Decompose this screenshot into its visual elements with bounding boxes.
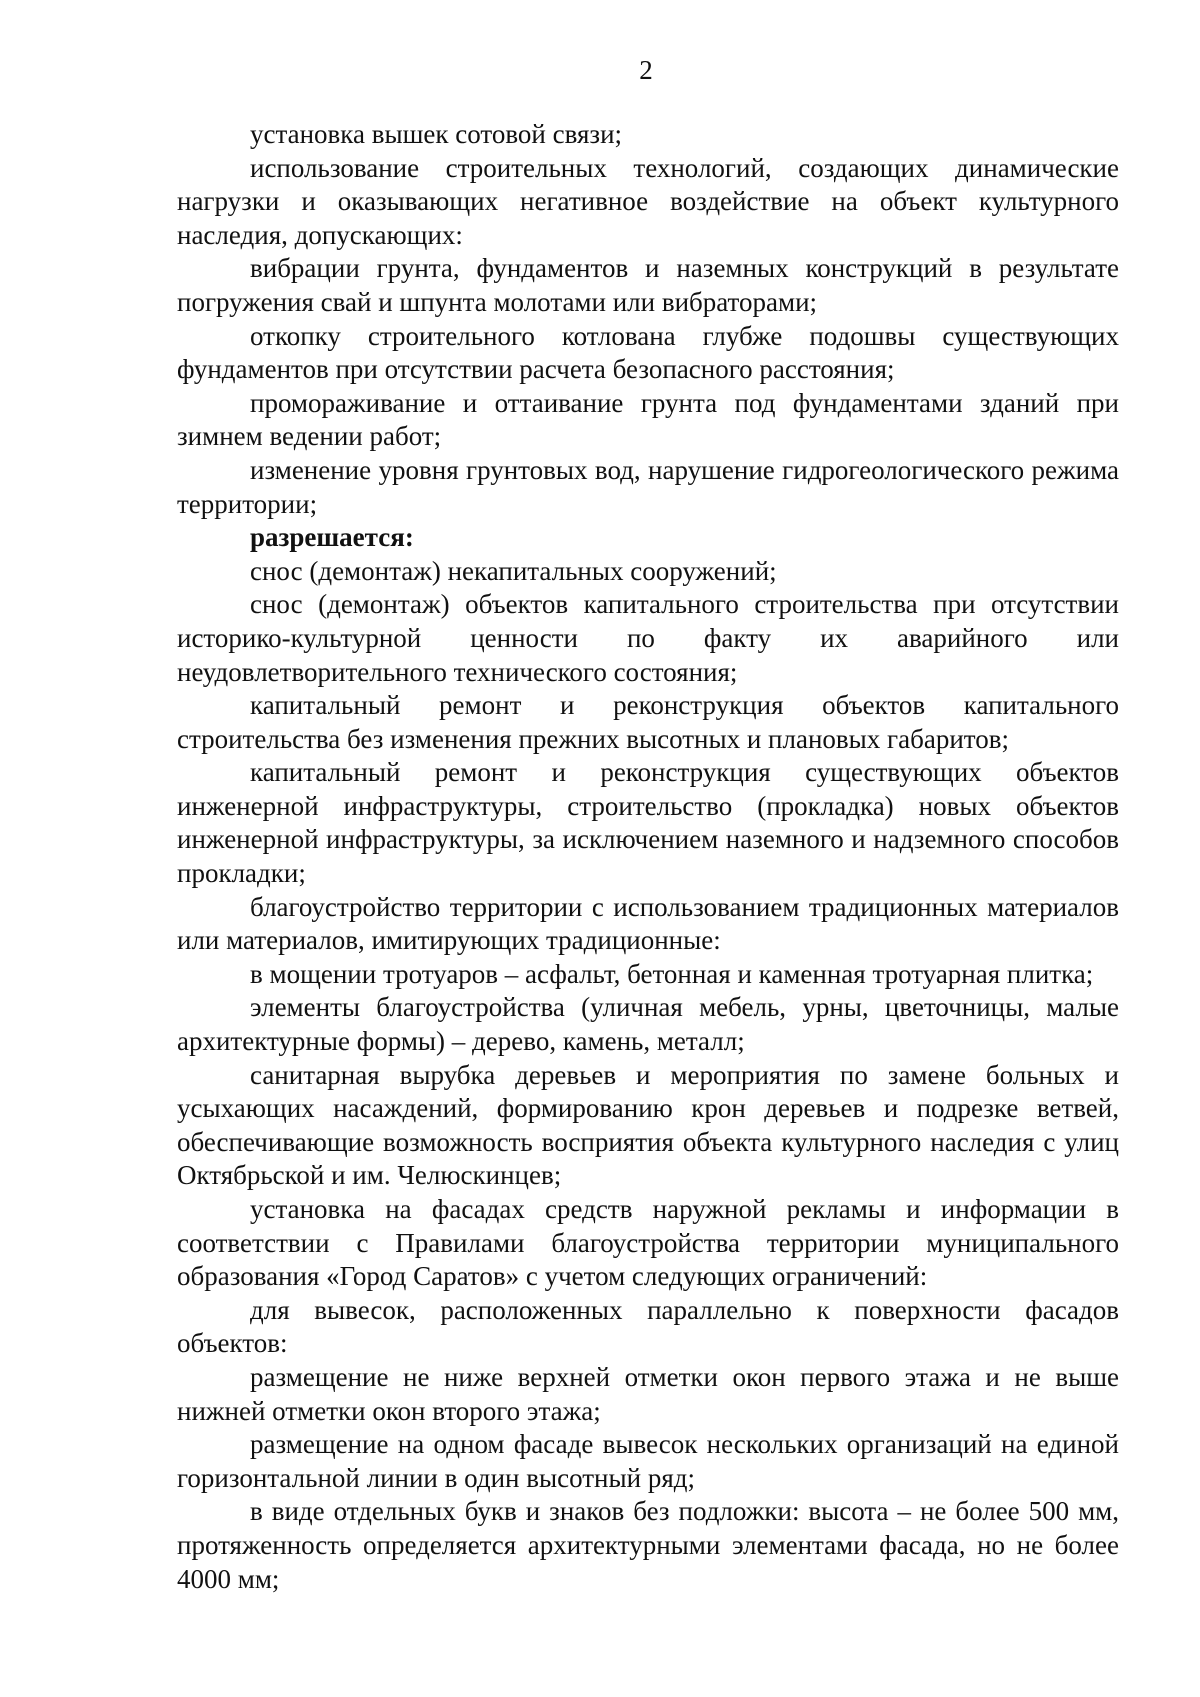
paragraph: снос (демонтаж) некапитальных сооружений; xyxy=(250,555,777,586)
paragraph: в виде отдельных букв и знаков без подложки: высота – не более 500 мм, протяженность определяется архитектурными элементами фасада, но не более 4000 мм; xyxy=(177,1496,1119,1594)
paragraph: в мощении тротуаров – асфальт, бетонная и каменная тротуарная плитка; xyxy=(250,958,1094,989)
paragraph: капитальный ремонт и реконструкция существующих объектов инженерной инфраструктуры, строительство (прокладка) новых объектов инженерной инфраструктуры, за исключением наземного и надземного способов прокладки; xyxy=(177,757,1119,889)
paragraph: снос (демонтаж) объектов капитального строительства при отсутствии историко-культурной ценности по факту их аварийного или неудовлетворительного технического состояния; xyxy=(177,589,1119,687)
paragraph: вибрации грунта, фундаментов и наземных конструкций в результате погружения свай и шпунта молотами или вибраторами; xyxy=(177,253,1119,317)
page-number: 2 xyxy=(639,55,653,85)
paragraph: откопку строительного котлована глубже подошвы существующих фундаментов при отсутствии расчета безопасного расстояния; xyxy=(177,320,1119,385)
paragraph: промораживание и оттаивание грунта под фундаментами зданий при зимнем ведении работ; xyxy=(177,387,1119,452)
paragraph: санитарная вырубка деревьев и мероприятия по замене больных и усыхающих насаждений, формированию крон деревьев и подрезке ветвей, обеспечивающие возможность восприятия объекта культурного наследия с улиц Октябрьской и им. Челюскинцев; xyxy=(177,1059,1119,1191)
paragraph: изменение уровня грунтовых вод, нарушение гидрогеологического режима территории; xyxy=(177,454,1119,519)
paragraph: для вывесок, расположенных параллельно к поверхности фасадов объектов: xyxy=(177,1294,1119,1359)
document-body xyxy=(177,118,1119,1596)
paragraph: элементы благоустройства (уличная мебель, урны, цветочницы, малые архитектурные формы) – дерево, камень, металл; xyxy=(177,992,1119,1057)
paragraph: благоустройство территории с использованием традиционных материалов или материалов, имитирующих традиционные: xyxy=(177,891,1119,956)
paragraph: установка на фасадах средств наружной рекламы и информации в соответствии с Правилами благоустройства территории муниципального образования «Город Саратов» с учетом следующих ограничений: xyxy=(177,1194,1119,1292)
paragraph: использование строительных технологий, создающих динамические нагрузки и оказывающих негативное воздействие на объект культурного наследия, допускающих: xyxy=(177,152,1119,250)
paragraph: размещение на одном фасаде вывесок нескольких организаций на единой горизонтальной линии в один высотный ряд; xyxy=(177,1429,1119,1493)
paragraph: размещение не ниже верхней отметки окон первого этажа и не выше нижней отметки окон второго этажа; xyxy=(177,1361,1119,1426)
paragraph: капитальный ремонт и реконструкция объектов капитального строительства без изменения прежних высотных и плановых габаритов; xyxy=(177,690,1119,754)
section-heading: разрешается: xyxy=(250,522,414,553)
paragraph: установка вышек сотовой связи; xyxy=(250,119,623,149)
